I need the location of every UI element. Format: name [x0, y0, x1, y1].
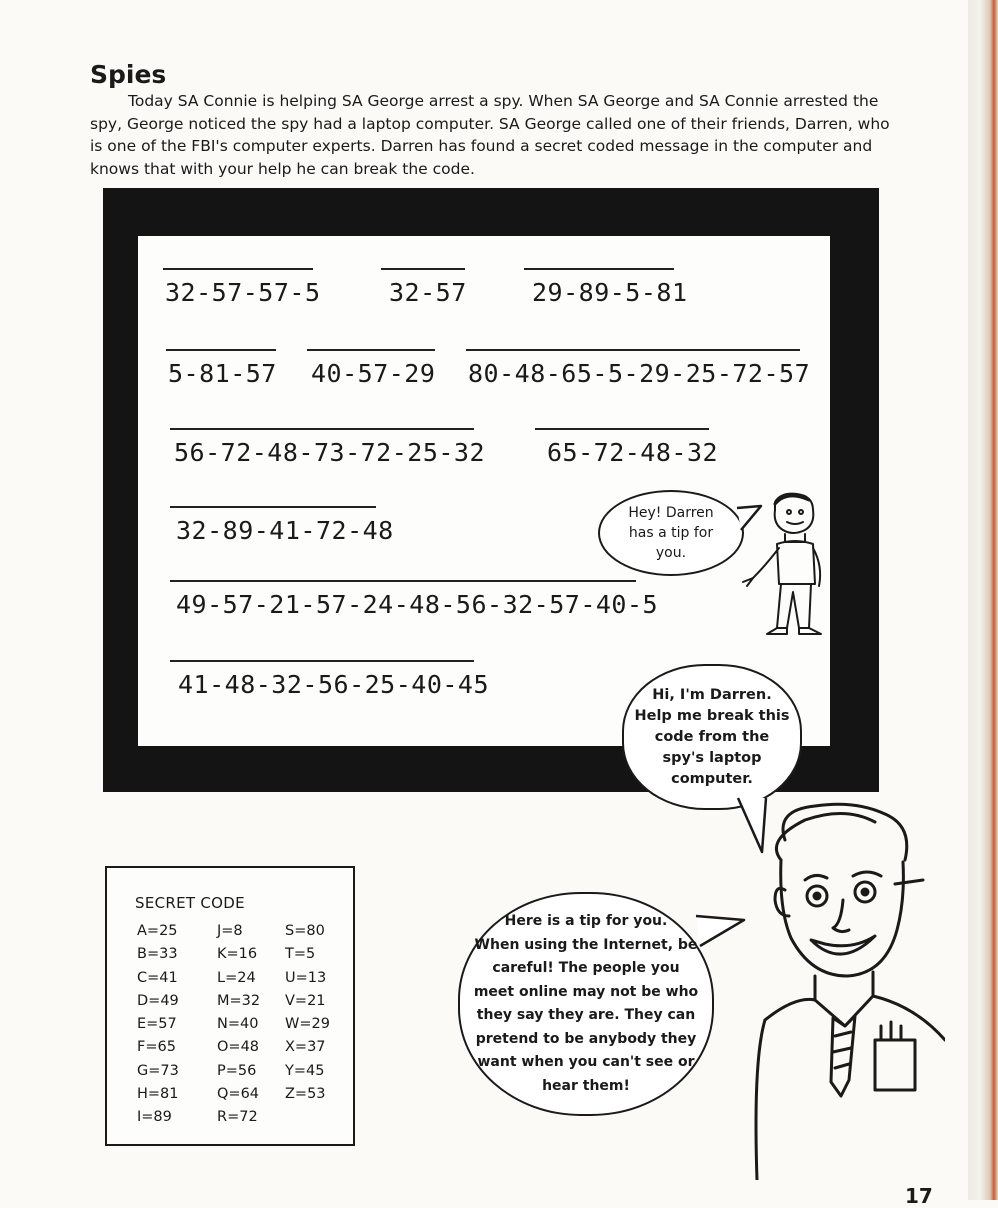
code-entry: U=13 — [285, 969, 327, 986]
code-entry: P=56 — [217, 1062, 257, 1079]
code-numbers: 56-72-48-73-72-25-32 — [174, 438, 486, 467]
code-column-1 — [137, 920, 179, 1130]
code-numbers: 32-89-41-72-48 — [176, 516, 394, 545]
code-entry: G=73 — [137, 1062, 179, 1079]
secret-code-title: SECRET CODE — [135, 894, 245, 912]
code-entry: K=16 — [217, 946, 258, 963]
code-numbers: 40-57-29 — [311, 359, 436, 388]
code-entry: A=25 — [137, 923, 178, 939]
code-entry: L=24 — [217, 969, 256, 986]
speech-bubble-internet-tip — [458, 892, 714, 1116]
code-entry: F=65 — [137, 1039, 176, 1056]
answer-line — [170, 660, 474, 662]
code-entry: R=72 — [217, 1109, 258, 1126]
answer-line — [535, 428, 709, 430]
answer-line — [307, 349, 435, 351]
code-numbers: 29-89-5-81 — [532, 278, 688, 307]
code-entry: N=40 — [217, 1016, 259, 1033]
code-entry: M=32 — [217, 992, 261, 1009]
code-numbers: 49-57-21-57-24-48-56-32-57-40-5 — [176, 590, 659, 619]
code-entry: V=21 — [285, 992, 326, 1009]
page-number: 17 — [905, 1184, 933, 1208]
code-entry: Z=53 — [285, 1086, 326, 1103]
code-entry: O=48 — [217, 1039, 260, 1056]
code-numbers: 5-81-57 — [168, 359, 277, 388]
answer-line — [170, 506, 376, 508]
bubble-text: Here is a tip for you. When using the Internet, be careful! The people you meet online may not be who they say they are. They can pretend to be anybody they want when you can't see or hear them! — [473, 913, 699, 1094]
code-entry: H=81 — [137, 1086, 179, 1103]
answer-line — [163, 268, 313, 270]
bubble-text: Hi, I'm Darren. Help me break this code from the spy's laptop computer. — [634, 686, 790, 787]
secret-code-key — [105, 866, 355, 1146]
intro-paragraph: Today SA Connie is helping SA George arrest a spy. When SA George and SA Connie arrested the spy, George noticed the spy had a laptop computer. SA George called one of their friends, Darren, who is one of the FBI's computer experts. Darren has found a secret coded message in the computer and knows that with your help he can break the code. — [90, 92, 890, 178]
code-entry: X=37 — [285, 1039, 326, 1056]
code-numbers: 65-72-48-32 — [547, 438, 719, 467]
speech-bubble-darren-intro — [622, 664, 802, 810]
code-entry: S=80 — [285, 923, 325, 939]
answer-line — [381, 268, 465, 270]
code-entry: Q=64 — [217, 1086, 260, 1103]
code-entry: J=8 — [217, 923, 243, 939]
code-entry: B=33 — [137, 946, 178, 963]
code-entry: C=41 — [137, 969, 178, 986]
page-title: Spies — [90, 60, 167, 89]
code-entry: E=57 — [137, 1016, 177, 1033]
code-entry: T=5 — [285, 946, 316, 963]
page-edge — [968, 0, 998, 1200]
code-entry: Y=45 — [285, 1062, 325, 1079]
code-entry: D=49 — [137, 992, 179, 1009]
code-column-3 — [285, 920, 330, 1106]
code-column-2 — [217, 920, 260, 1130]
answer-line — [466, 349, 800, 351]
speech-bubble-tip-hint — [598, 490, 744, 576]
code-numbers: 80-48-65-5-29-25-72-57 — [468, 359, 811, 388]
answer-line — [170, 580, 636, 582]
answer-line — [524, 268, 674, 270]
bubble-tail — [694, 912, 748, 952]
answer-line — [170, 428, 474, 430]
darren-cartoon — [745, 800, 945, 1180]
code-entry: I=89 — [137, 1109, 172, 1126]
code-numbers: 41-48-32-56-25-40-45 — [178, 670, 490, 699]
bubble-tail — [735, 500, 765, 540]
code-numbers: 32-57-57-5 — [165, 278, 321, 307]
code-numbers: 32-57 — [389, 278, 467, 307]
answer-line — [166, 349, 276, 351]
bubble-text: Hey! Darren has a tip for you. — [628, 505, 714, 561]
code-entry: W=29 — [285, 1016, 330, 1033]
